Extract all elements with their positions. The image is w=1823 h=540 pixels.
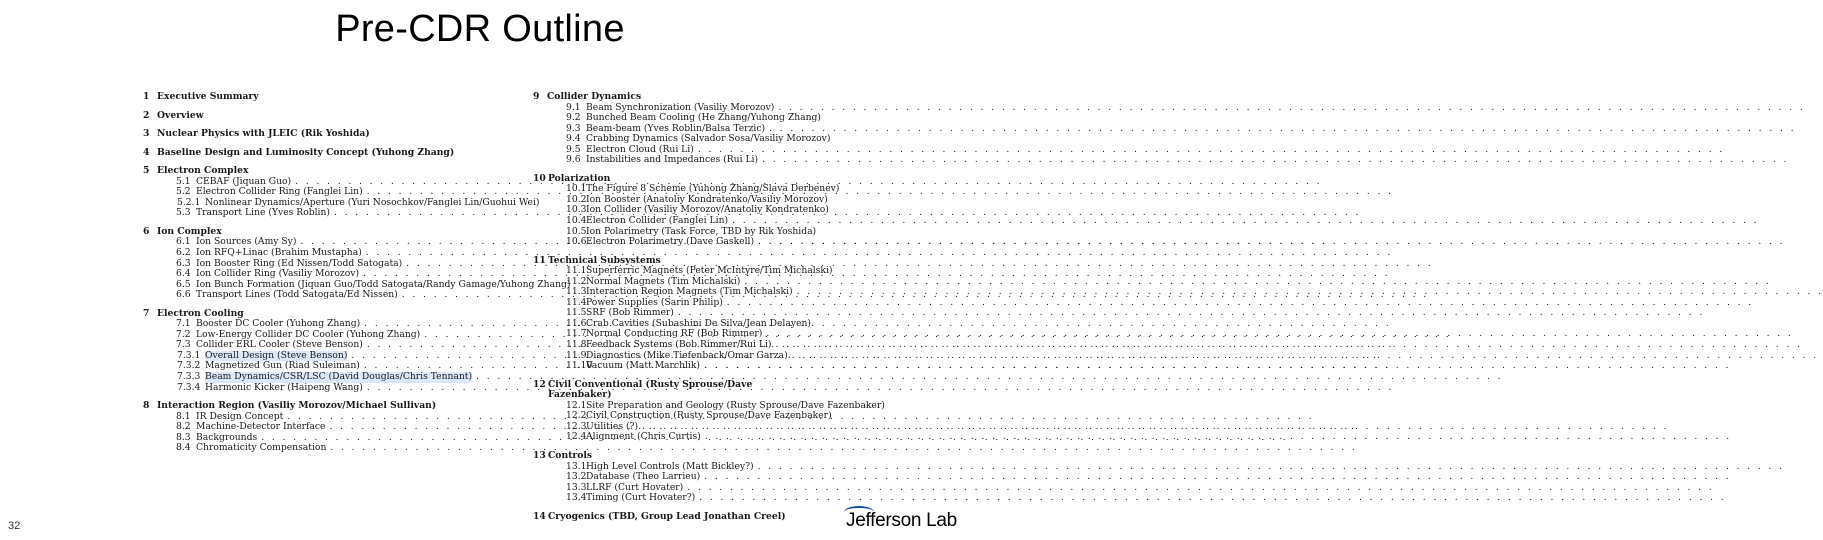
toc-section-number: 11 (533, 254, 546, 266)
toc-entry-number: 8.3 (176, 431, 191, 443)
toc-section-title: Polarization (548, 172, 611, 184)
toc-entry-number: 7.3.4 (177, 381, 201, 393)
toc-entry-number: 7.2 (176, 328, 191, 340)
toc-section-number: 2 (143, 109, 150, 121)
page-number: 32 (8, 520, 21, 532)
toc-entry-title: Beam Dynamics/CSR/LSC (David Douglas/Chris Tennant) (205, 371, 473, 383)
toc-entry-number: 7.3.3 (177, 371, 201, 383)
toc-entry-number: 5.2 (176, 186, 191, 198)
toc-entry-number: 6.1 (176, 236, 191, 248)
toc-entry-number: 11.6 (566, 317, 587, 329)
toc-entry-number: 11.2 (566, 275, 587, 287)
toc-entry-number: 10.1 (566, 183, 587, 195)
toc-entry-title: Interaction Region Magnets (Tim Michalski) (586, 286, 793, 298)
toc-entry[interactable] (143, 372, 521, 383)
toc-leader-dots (699, 493, 1726, 504)
toc-entry-title: Magnetized Gun (Riad Suleiman) (205, 360, 360, 372)
toc-entry-title: CEBAF (Jiquan Guo) (196, 175, 292, 187)
toc-section-title: Nuclear Physics with JLEIC (Rik Yoshida) (157, 128, 370, 140)
toc-entry-number: 9.4 (566, 133, 581, 145)
toc-entry-number: 9.2 (566, 112, 581, 124)
toc-entry-title: Overall Design (Steve Benson) (205, 349, 348, 361)
toc-section-number: 9 (533, 91, 540, 102)
toc-section-number: 10 (533, 172, 546, 184)
toc-entry-number: 6.6 (176, 289, 191, 301)
toc-entry-number: 7.3 (176, 339, 191, 351)
toc-entry[interactable] (533, 340, 815, 351)
toc-section-title: Ion Complex (157, 225, 222, 237)
toc-entry-title: Crab Cavities (Subashini De Silva/Jean Delayen) (586, 317, 811, 329)
toc-entry-number: 9.1 (566, 101, 581, 113)
toc-entry-title: Civil Construction (Rusty Sprouse/Dave Fazenbaker) (586, 410, 832, 422)
toc-section-title: Interaction Region (Vasiliy Morozov/Michael Sullivan) (157, 400, 437, 412)
toc-entry-title: Machine-Detector Interface (196, 421, 326, 433)
toc-section-number: 4 (143, 146, 150, 158)
toc-section-number: 13 (533, 449, 546, 461)
toc-entry-title: Collider ERL Cooler (Steve Benson) (196, 339, 363, 351)
toc-entry-number: 10.2 (566, 193, 587, 205)
toc-entry[interactable] (143, 383, 521, 394)
toc-section-number: 6 (143, 225, 150, 237)
toc-section-title: Cryogenics (TBD, Group Lead Jonathan Creel) (548, 510, 786, 522)
toc-entry-title: Beam Synchronization (Vasiliy Morozov) (586, 101, 775, 113)
toc-leader-dots (704, 361, 1731, 372)
toc-entry-title: Booster DC Cooler (Yuhong Zhang) (196, 318, 361, 330)
toc-section-heading[interactable] (143, 148, 521, 159)
toc-entry[interactable] (533, 493, 815, 504)
toc-entry-number: 5.1 (176, 175, 191, 187)
toc-entry[interactable] (143, 208, 521, 219)
toc-entry-title: Harmonic Kicker (Haipeng Wang) (205, 381, 363, 393)
toc-entry-number: 13.1 (566, 460, 587, 472)
toc-section-title: Overview (157, 109, 204, 121)
toc-section-heading[interactable] (533, 92, 815, 103)
toc-entry-title: Electron Collider (Fanglei Lin) (586, 215, 729, 227)
toc-entry-title: Diagnostics (Mike Tiefenback/Omar Garza) (586, 349, 788, 361)
toc-entry-title: Crabbing Dynamics (Salvador Sosa/Vasiliy Morozov) (586, 133, 831, 145)
toc-entry-number: 5.2.1 (177, 196, 201, 208)
slide-title: Pre-CDR Outline (335, 8, 625, 50)
toc-section-heading[interactable] (533, 512, 815, 523)
toc-entry-number: 11.8 (566, 339, 587, 351)
toc-entry-title: Ion RFQ+Linac (Brahim Mustapha) (196, 247, 362, 259)
toc-section-heading[interactable] (533, 380, 815, 401)
toc-entry[interactable] (533, 155, 815, 166)
toc-entry-number: 10.6 (566, 236, 587, 248)
toc-entry-number: 11.3 (566, 286, 587, 298)
toc-entry-title: Electron Cloud (Rui Li) (586, 143, 694, 155)
toc-entry-title: Ion Collider (Vasiliy Morozov/Anatoliy Kondratenko) (586, 204, 829, 216)
toc-entry-title: The Figure 8 Scheme (Yuhong Zhang/Slava Derbenev) (586, 183, 840, 195)
toc-entry-title: Ion Booster (Anatoliy Kondratenko/Vasiliy Morozov) (586, 193, 828, 205)
toc-entry-title: Power Supplies (Sarin Philip) (586, 296, 723, 308)
toc-entry-title: Superferric Magnets (Peter McIntyre/Tim Michalski) (586, 265, 833, 277)
toc-entry-number: 12.1 (566, 399, 587, 411)
toc-section-number: 5 (143, 165, 150, 177)
toc-entry-number: 8.2 (176, 421, 191, 433)
toc-section-title: Collider Dynamics (547, 91, 642, 102)
toc-leader-dots (732, 216, 1759, 227)
toc-section-number: 7 (143, 307, 150, 319)
toc-entry-number: 11.1 (566, 265, 587, 277)
toc-entry-title: Ion Sources (Amy Sy) (196, 236, 297, 248)
toc-entry-number: 12.3 (566, 420, 587, 432)
toc-entry-number: 9.5 (566, 143, 581, 155)
toc-entry-number: 6.5 (176, 278, 191, 290)
toc-entry-title: Normal Magnets (Tim Michalski) (586, 275, 741, 287)
toc-entry-title: Site Preparation and Geology (Rusty Sprouse/Dave Fazenbaker) (586, 399, 885, 411)
toc-entry[interactable] (533, 216, 815, 227)
toc-entry-title: Transport Line (Yves Roblin) (196, 207, 330, 219)
toc-section-number: 1 (143, 91, 150, 102)
toc-entry-number: 7.3.2 (177, 360, 201, 372)
toc-entry[interactable] (533, 432, 815, 443)
toc-entry-title: Bunched Beam Cooling (He Zhang/Yuhong Zhang) (586, 112, 822, 124)
toc-leader-dots (366, 248, 1393, 259)
toc-entry-title: LLRF (Curt Hovater) (586, 481, 684, 493)
toc-entry-number: 11.7 (566, 328, 587, 340)
toc-entry-number: 10.3 (566, 204, 587, 216)
toc-section-title: Executive Summary (157, 91, 259, 102)
toc-entry-number: 7.1 (176, 318, 191, 330)
toc-entry-number: 13.4 (566, 492, 587, 504)
toc-entry[interactable] (533, 472, 815, 483)
logo-text: Jefferson Lab (846, 510, 957, 531)
toc-entry-title: Normal Conducting RF (Bob Rimmer) (586, 328, 763, 340)
toc-entry-number: 11.4 (566, 296, 587, 308)
toc-entry-number: 6.4 (176, 268, 191, 280)
toc-section-title: Electron Cooling (157, 307, 244, 319)
toc-entry-title: Chromaticity Compensation (196, 442, 327, 454)
toc-entry-title: Ion Booster Ring (Ed Nissen/Todd Satogata) (196, 257, 403, 269)
toc-entry-number: 13.3 (566, 481, 587, 493)
toc-entry-title: Instabilities and Impedances (Rui Li) (586, 154, 759, 166)
toc-section-title: Technical Subsystems (548, 254, 661, 266)
toc-section-number: 3 (143, 128, 150, 140)
toc-leader-dots (330, 443, 1357, 454)
toc-entry[interactable] (533, 237, 815, 248)
toc-section-title: Electron Complex (157, 165, 249, 177)
toc-entry-number: 10.4 (566, 215, 587, 227)
toc-leader-dots (758, 237, 1785, 248)
toc-entry-title: High Level Controls (Matt Bickley?) (586, 460, 754, 472)
toc-section-number: 14 (533, 510, 546, 522)
toc-section-number: 12 (533, 378, 546, 390)
toc-entry-number: 9.3 (566, 122, 581, 134)
toc-entry-number: 10.5 (566, 225, 587, 237)
toc-entry-number: 8.4 (176, 442, 191, 454)
toc-leader-dots (776, 340, 1803, 351)
toc-entry-title: Nonlinear Dynamics/Aperture (Yuri Nosochkov/Fanglei Lin/Guohui Wei) (205, 196, 540, 208)
toc-entry-title: Transport Lines (Todd Satogata/Ed Nissen) (196, 289, 398, 301)
toc-entry-title: Backgrounds (196, 431, 258, 443)
toc-leader-dots (769, 124, 1796, 135)
toc-section-title: Civil Conventional (Rusty Sprouse/Dave Fazenbaker) (548, 378, 753, 401)
toc-entry-title: Timing (Curt Hovater?) (586, 492, 696, 504)
toc-entry-title: Electron Collider Ring (Fanglei Lin) (196, 186, 363, 198)
toc-entry-title: Ion Collider Ring (Vasiliy Morozov) (196, 268, 360, 280)
toc-entry-title: Vacuum (Matt Marchlik) (586, 360, 701, 372)
toc-entry[interactable] (143, 290, 521, 301)
toc-leader-dots (762, 155, 1789, 166)
toc-leader-dots (705, 432, 1732, 443)
toc-entry-number: 11.10 (566, 360, 593, 372)
toc-entry[interactable] (533, 361, 815, 372)
toc-leader-dots (704, 472, 1731, 483)
toc-entry-number: 5.3 (176, 207, 191, 219)
toc-entry-title: Feedback Systems (Bob Rimmer/Rui Li) (586, 339, 772, 351)
toc-leader-dots (778, 103, 1805, 114)
toc-section-heading[interactable] (143, 92, 521, 103)
toc-section-heading[interactable] (143, 129, 521, 140)
toc-section-heading[interactable] (533, 451, 815, 462)
toc-entry-number: 8.1 (176, 410, 191, 422)
toc-leader-dots (367, 383, 1394, 394)
toc-entry[interactable] (143, 443, 521, 454)
toc-entry-number: 7.3.1 (177, 349, 201, 361)
toc-entry-number: 9.6 (566, 154, 581, 166)
toc-entry[interactable] (143, 248, 521, 259)
toc-entry-title: Alignment (Chris Curtis) (586, 431, 701, 443)
toc-leader-dots (678, 308, 1705, 319)
toc-entry-title: Electron Polarimetry (Dave Gaskell) (586, 236, 755, 248)
toc-section-number: 8 (143, 400, 150, 412)
toc-entry-number: 12.4 (566, 431, 587, 443)
toc-section-title: Controls (548, 449, 592, 461)
toc-entry-title: Ion Bunch Formation (Jiquan Guo/Todd Satogata/Randy Gamage/Yuhong Zhang) (196, 278, 571, 290)
toc-entry-number: 11.9 (566, 349, 587, 361)
toc-entry-title: IR Design Concept (196, 410, 284, 422)
toc-entry-title: Utilities (?) (586, 420, 639, 432)
toc-entry-title: SRF (Bob Rimmer) (586, 307, 674, 319)
toc-entry-number: 11.5 (566, 307, 587, 319)
toc-right-column (533, 90, 885, 522)
toc-entry-title: Low-Energy Collider DC Cooler (Yuhong Zhang) (196, 328, 421, 340)
toc-entry-number: 13.2 (566, 471, 587, 483)
toc-entry-title: Ion Polarimetry (Task Force, TBD by Rik Yoshida) (586, 225, 817, 237)
toc-entry-number: 6.3 (176, 257, 191, 269)
toc-entry-title: Beam-beam (Yves Roblin/Balsa Terzic) (586, 122, 766, 134)
toc-entry-number: 6.2 (176, 247, 191, 259)
toc-section-title: Baseline Design and Luminosity Concept (Yuhong Zhang) (157, 146, 455, 158)
toc-section-heading[interactable] (143, 111, 521, 122)
jefferson-lab-logo (846, 510, 957, 532)
logo-swoosh-icon (844, 506, 874, 518)
toc-entry-title: Database (Theo Larrieu) (586, 471, 701, 483)
toc-entry-number: 12.2 (566, 410, 587, 422)
